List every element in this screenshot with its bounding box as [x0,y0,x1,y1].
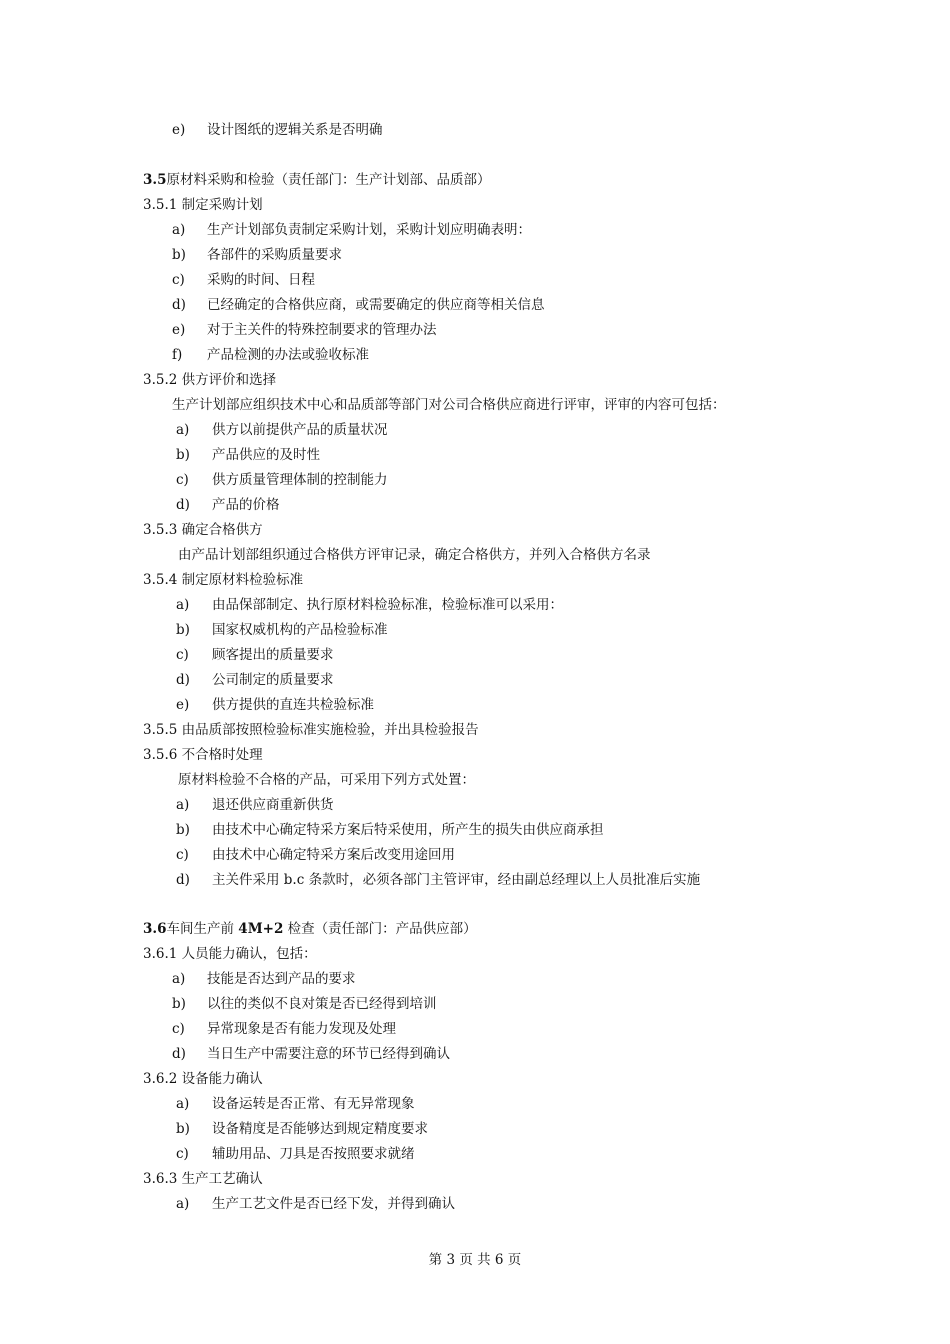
list-marker: a) [172,222,186,238]
subsection-heading-3-5-1: 3.5.1 制定采购计划 [143,197,263,213]
list-item-text: 主关件采用 b.c 条款时，必须各部门主管评审，经由副总经理以上人员批准后实施 [212,872,701,888]
paragraph: 生产计划部应组织技术中心和品质部等部门对公司合格供应商进行评审，评审的内容可包括： [172,397,726,413]
list-marker: f) [172,347,183,363]
list-item-text: 供方以前提供产品的质量状况 [212,422,388,438]
subsection-heading-3-6-3: 3.6.3 生产工艺确认 [143,1171,263,1187]
list-item-text: 各部件的采购质量要求 [207,247,342,263]
list-item-text: 由品保部制定、执行原材料检验标准，检验标准可以采用： [212,597,563,613]
list-marker: e) [172,122,186,138]
list-marker: b) [172,996,186,1012]
list-item-text: 生产计划部负责制定采购计划，采购计划应明确表明： [207,222,531,238]
paragraph: 由产品计划部组织通过合格供方评审记录，确定合格供方，并列入合格供方名录 [178,547,651,563]
list-item-text: 退还供应商重新供货 [212,797,334,813]
list-marker: c) [176,1146,189,1162]
list-marker: b) [176,822,190,838]
list-marker: b) [176,1121,190,1137]
list-item-text: 设计图纸的逻辑关系是否明确 [207,122,383,138]
list-item-text: 供方质量管理体制的控制能力 [212,472,388,488]
list-item-text: 生产工艺文件是否已经下发，并得到确认 [212,1196,455,1212]
list-marker: d) [176,872,190,888]
list-item-text: 供方提供的直连共检验标准 [212,697,374,713]
list-item-text: 设备精度是否能够达到规定精度要求 [212,1121,428,1137]
list-item-text: 辅助用品、刀具是否按照要求就绪 [212,1146,415,1162]
list-item-text: 以往的类似不良对策是否已经得到培训 [207,996,437,1012]
list-item-text: 当日生产中需要注意的环节已经得到确认 [207,1046,450,1062]
list-marker: d) [172,1046,186,1062]
list-item-text: 公司制定的质量要求 [212,672,334,688]
list-item-text: 产品的价格 [212,497,280,513]
list-marker: e) [176,697,190,713]
section-title-prefix: 车间生产前 [166,921,234,937]
subsection-heading-3-5-6: 3.5.6 不合格时处理 [143,747,263,763]
list-item-text: 技能是否达到产品的要求 [207,971,356,987]
subsection-heading-3-5-5: 3.5.5 由品质部按照检验标准实施检验，并出具检验报告 [143,722,479,738]
section-title-suffix: 检查（责任部门：产品供应部） [287,921,477,937]
list-marker: b) [176,622,190,638]
list-marker: c) [172,272,185,288]
list-item-text: 顾客提出的质量要求 [212,647,334,663]
paragraph: 原材料检验不合格的产品，可采用下列方式处置： [178,772,475,788]
list-item-text: 设备运转是否正常、有无异常现象 [212,1096,415,1112]
section-heading-3-5 [143,171,491,189]
subsection-heading-3-5-3: 3.5.3 确定合格供方 [143,522,263,538]
list-marker: c) [176,472,189,488]
list-item-text: 异常现象是否有能力发现及处理 [207,1021,396,1037]
list-marker: d) [172,297,186,313]
page-number-footer: 第 3 页 共 6 页 [428,1252,522,1268]
list-item-text: 对于主关件的特殊控制要求的管理办法 [207,322,437,338]
list-marker: b) [176,447,190,463]
list-item-text: 由技术中心确定特采方案后特采使用，所产生的损失由供应商承担 [212,822,604,838]
section-number: 3.5 [143,172,167,188]
list-marker: e) [172,322,186,338]
list-item-text: 已经确定的合格供应商，或需要确定的供应商等相关信息 [207,297,545,313]
list-marker: d) [176,497,190,513]
section-number: 3.6 [143,921,167,937]
subsection-heading-3-5-4: 3.5.4 制定原材料检验标准 [143,572,304,588]
list-marker: b) [172,247,186,263]
section-title: 原材料采购和检验（责任部门：生产计划部、品质部） [166,172,491,188]
list-item-text: 产品供应的及时性 [212,447,320,463]
subsection-heading-3-6-1: 3.6.1 人员能力确认，包括： [143,946,317,962]
section-heading-3-6 [143,920,477,938]
list-marker: a) [176,1196,190,1212]
list-marker: a) [176,797,190,813]
subsection-heading-3-5-2: 3.5.2 供方评价和选择 [143,372,277,388]
list-marker: a) [176,597,190,613]
list-marker: d) [176,672,190,688]
list-marker: c) [172,1021,185,1037]
list-marker: a) [172,971,186,987]
list-item-text: 采购的时间、日程 [207,272,315,288]
subsection-heading-3-6-2: 3.6.2 设备能力确认 [143,1071,263,1087]
list-item-text: 产品检测的办法或验收标准 [207,347,369,363]
list-marker: c) [176,847,189,863]
section-title-bold: 4M+2 [238,921,284,937]
list-item-text: 国家权威机构的产品检验标准 [212,622,388,638]
list-marker: a) [176,422,190,438]
list-marker: a) [176,1096,190,1112]
list-item-text: 由技术中心确定特采方案后改变用途回用 [212,847,455,863]
list-marker: c) [176,647,189,663]
